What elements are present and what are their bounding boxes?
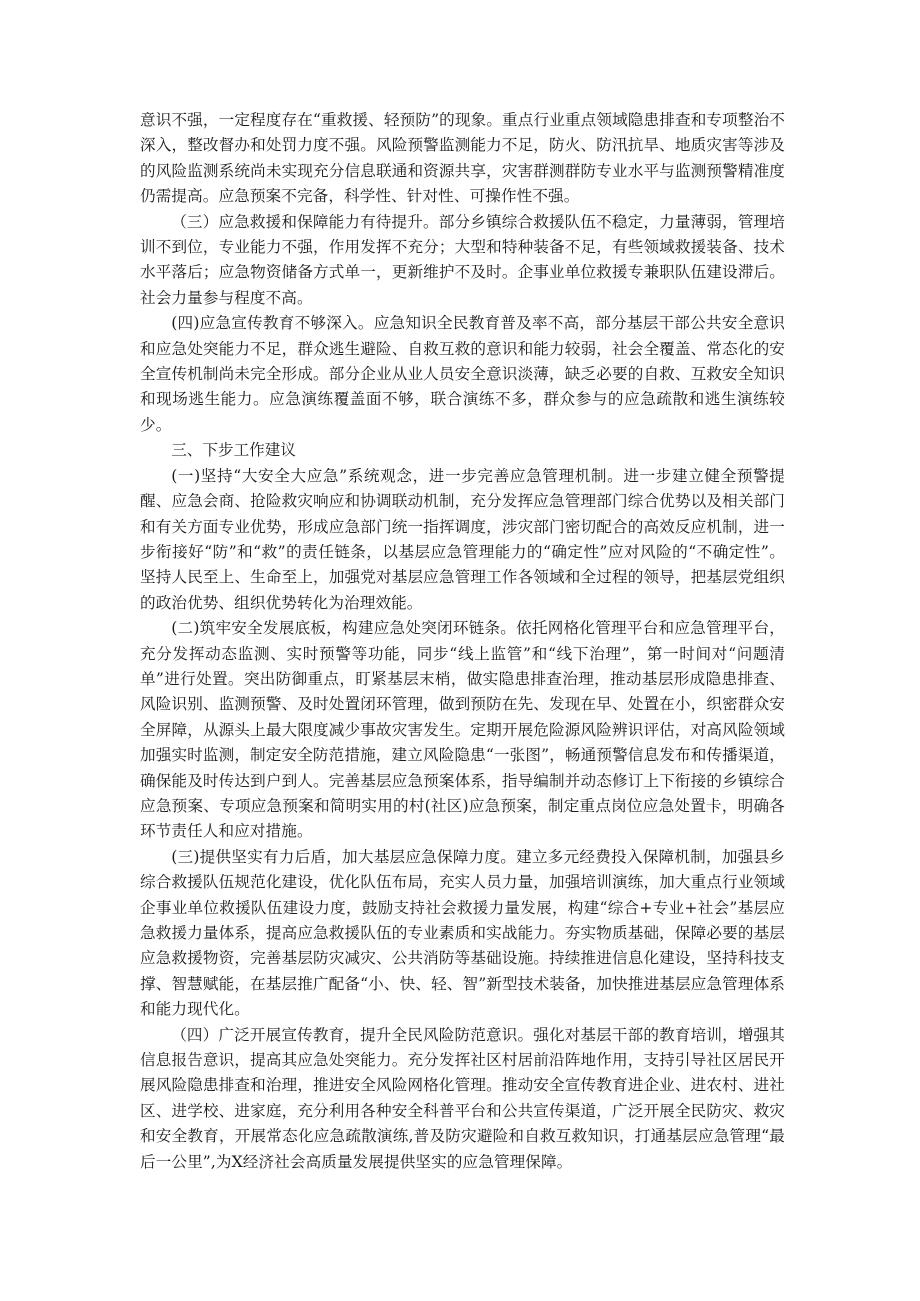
paragraph-continued-text: 意识不强，一定程度存在“重救援、轻预防”的现象。重点行业重点领域隐患排查和专项整治不深入，整改督办和处罚力度不强。风险预警监测能力不足，防火、防汛抗旱、地质灾害等涉及的风险监测系统尚未实现充分信息联通和资源共享，灾害群测群防专业水平与监测预警精准度仍需提高。应急预案不完备，科学性、针对性、可操作性不强。 xyxy=(140,111,785,206)
section-heading-next-steps: 三、下步工作建议 xyxy=(171,441,296,460)
paragraph-suggestion-3: (三)提供坚实有力后盾，加大基层应急保障力度。建立多元经费投入保障机制，加强县乡综合救援队伍规范化建设，优化队伍布局，充实人员力量，加强培训演练，加大重点行业领域企事业单位救援队伍建设力度，鼓励支持社会救援力量发展，构建“综合+专业+社会”基层应急救援力量体系，提高应急救援队伍的专业素质和实战能力。夯实物质基础，保障必要的基层应急救援物资，完善基层防灾减灾、公共消防等基础设施。持续推进信息化建设，坚持科技支撑、智慧赋能，在基层推广配备“小、快、轻、智”新型技术装备，加快推进基层应急管理体系和能力现代化。 xyxy=(140,847,785,1019)
paragraph-suggestion-1: (一)坚持“大安全大应急”系统观念，进一步完善应急管理机制。进一步建立健全预警提醒、应急会商、抢险救灾响应和协调联动机制，充分发挥应急管理部门综合优势以及相关部门和有关方面专业优势，形成应急部门统一指挥调度，涉灾部门密切配合的高效反应机制，进一步衔接好“防”和“救”的责任链条，以基层应急管理能力的“确定性”应对风险的“不确定性”。坚持人民至上、生命至上，加强党对基层应急管理工作各领域和全过程的领导，把基层党组织的政治优势、组织优势转化为治理效能。 xyxy=(140,466,785,612)
paragraph-publicity-education: (四)应急宣传教育不够深入。应急知识全民教育普及率不高，部分基层干部公共安全意识和应急处突能力不足，群众逃生避险、自救互救的意识和能力较弱，社会全覆盖、常态化的安全宣传机制尚未完全形成。部分企业从业人员安全意识淡薄，缺乏必要的自救、互救安全知识和现场逃生能力。应急演练覆盖面不够，联合演练不多，群众参与的应急疏散和逃生演练较少。 xyxy=(140,314,785,434)
paragraph-suggestion-4: （四）广泛开展宣传教育，提升全民风险防范意识。强化对基层干部的教育培训，增强其信息报告意识，提高其应急处突能力。充分发挥社区村居前沿阵地作用，支持引导社区居民开展风险隐患排查和治理，推进安全风险网格化管理。推动安全宣传教育进企业、进农村、进社区、进学校、进家庭，充分利用各种安全科普平台和公共宣传渠道，广泛开展全民防灾、救灾和安全教育，开展常态化应急疏散演练,普及防灾避险和自救互救知识，打通基层应急管理“最后一公里”,为X经济社会高质量发展提供坚实的应急管理保障。 xyxy=(140,1025,785,1171)
paragraph-suggestion-2: (二)筑牢安全发展底板，构建应急处突闭环链条。依托网格化管理平台和应急管理平台，充分发挥动态监测、实时预警等功能，同步“线上监管”和“线下治理”，第一时间对“问题清单”进行处置。突出防御重点，盯紧基层末梢，做实隐患排查治理，推动基层形成隐患排查、风险识别、监测预警、及时处置闭环管理，做到预防在先、发现在早、处置在小，织密群众安全屏障，从源头上最大限度减少事故灾害发生。定期开展危险源风险辨识评估，对高风险领域加强实时监测，制定安全防范措施，建立风险隐患“一张图”，畅通预警信息发布和传播渠道，确保能及时传达到户到人。完善基层应急预案体系，指导编制并动态修订上下衔接的乡镇综合应急预案、专项应急预案和简明实用的村(社区)应急预案，制定重点岗位应急处置卡，明确各环节责任人和应对措施。 xyxy=(140,619,785,841)
document-page xyxy=(140,108,785,1175)
paragraph-rescue-capability: （三）应急救援和保障能力有待提升。部分乡镇综合救援队伍不稳定，力量薄弱，管理培训不到位，专业能力不强，作用发挥不充分；大型和特种装备不足，有些领域救援装备、技术水平落后；应急物资储备方式单一，更新维护不及时。企事业单位救援专兼职队伍建设滞后。社会力量参与程度不高。 xyxy=(140,212,785,307)
